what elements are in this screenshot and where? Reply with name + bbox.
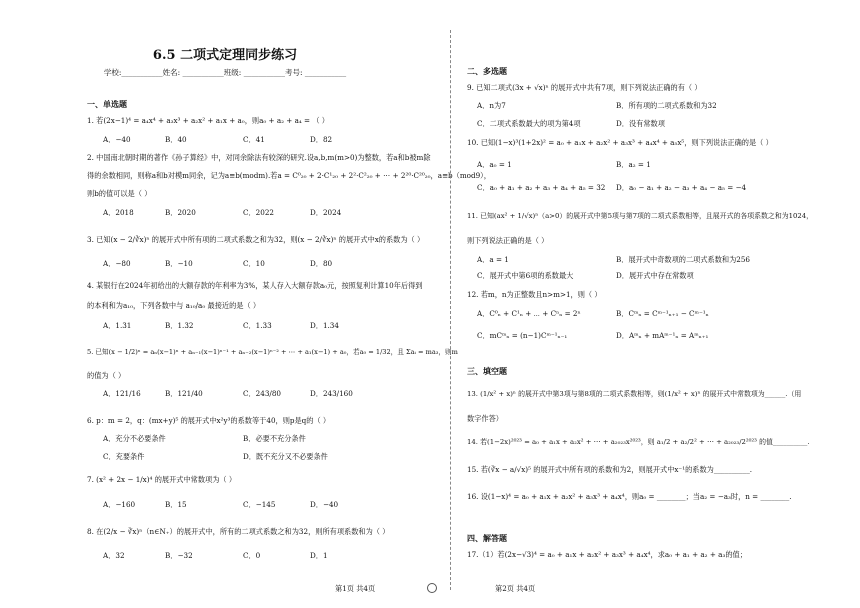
q8-option-c: C．0 [243,551,261,560]
q5-option-b: B．121/40 [165,389,203,398]
question-3: 3. 已知(x − 2/∛x)ⁿ 的展开式中所有项的二项式系数之和为32，则(x − 2/∛x)ⁿ 的展开式中x的系数为（ ） [87,235,425,244]
section-fill-blank: 三、填空题 [467,366,507,376]
question-10: 10. 已知(1−x)³(1+2x)² = a₀ + a₁x + a₂x² + a₃x³ + a₄x⁴ + a₅x⁵，则下列说法正确的是（ ） [467,138,773,147]
question-4-line-1: 4. 某银行在2024年初给出的大额存款的年利率为3%，某人存入大额存款a₀元，按照复利计算10年后得到 [87,281,423,290]
q9-option-b: B．所有项的二项式系数和为32 [616,101,717,110]
q5-option-a: A．121/16 [103,389,141,398]
student-info-line: 学校:___________姓名: ___________班级: ___________考号: ___________ [103,68,347,77]
q12-option-c: C．mCᵐₙ = (n−1)Cᵐ⁻¹ₙ₋₁ [477,331,568,340]
section-solution: 四、解答题 [467,533,507,543]
q12-option-a: A．C⁰ₙ + C¹ₙ + ⋯ + Cⁿₙ = 2ⁿ [477,309,581,318]
q7-option-b: B．15 [165,500,187,509]
page-footer-left: 第1页 共4页 [335,584,376,593]
q2-option-b: B．2020 [165,208,196,217]
q1-option-c: C．41 [243,135,265,144]
q4-option-b: B．1.32 [165,321,194,330]
q8-option-a: A．32 [103,551,125,560]
q1-option-b: B．40 [165,135,187,144]
q3-option-a: A．−80 [103,259,131,268]
center-mark-icon [427,583,437,593]
q7-option-d: D．−40 [310,500,339,509]
q10-option-c: C．a₀ + a₁ + a₂ + a₃ + a₄ + a₅ = 32 [477,183,606,192]
question-2-line-3: 则b的值可以是（ ） [87,189,152,198]
q10-option-b: B．a₂ = 1 [616,160,651,169]
question-5-line-2: 的值为（ ） [87,371,126,380]
q1-option-d: D．82 [310,135,333,144]
q4-option-a: A．1.31 [103,321,132,330]
question-6: 6. p：m = 2，q：(mx+y)⁵ 的展开式中x²y³的系数等于40，则p是q的（ ） [87,416,331,425]
q5-option-c: C．243/80 [243,389,281,398]
q6-option-a: A．充分不必要条件 [103,434,166,443]
q6-option-b: B．必要不充分条件 [243,434,306,443]
question-2-line-1: 2. 中国南北朝时期的著作《孙子算经》中，对同余除法有较深的研究.设a,b,m(m>0)为整数，若a和b被m除 [87,153,431,162]
q2-option-d: D．2024 [310,208,342,217]
question-9: 9. 已知二项式(3x + √x)ⁿ 的展开式中共有7项，则下列说法正确的有（ ） [467,83,702,92]
q4-option-d: D．1.34 [310,321,339,330]
page-footer-right: 第2页 共4页 [495,584,536,593]
q9-option-c: C．二项式系数最大的项为第4项 [477,119,581,128]
question-11-line-2: 则下列说法正确的是（ ） [467,236,549,245]
q7-option-a: A．−160 [103,500,136,509]
question-15: 15. 若(∛x − a/√x)⁵ 的展开式中所有项的系数和为2，则展开式中x⁻¹的系数为__________. [467,465,753,474]
section-single-choice: 一、单选题 [87,99,127,109]
question-1: 1. 若(2x−1)⁴ = a₄x⁴ + a₃x³ + a₂x² + a₁x + a₀，则a₀ + a₂ + a₄ = （ ） [87,116,329,125]
question-4-line-2: 的本利和为a₁₀，下列各数中与 a₁₀/a₀ 最接近的是（ ） [87,301,261,310]
question-17: 17.（1）若(2x−√3)⁴ = a₀ + a₁x + a₂x² + a₃x³ + a₄x⁴，求a₀ + a₁ + a₂ + a₃的值； [467,550,747,559]
q9-option-d: D．没有常数项 [616,119,665,128]
q6-option-d: D．既不充分又不必要条件 [243,452,328,461]
q8-option-b: B．−32 [165,551,193,560]
question-13-line-2: 数字作答） [467,414,503,423]
question-2-line-2: 得的余数相同，则称a和b对模m同余，记为a≡b(modm).若a = C⁰₂₀ + 2·C¹₂₀ + 2²·C²₂₀ + ⋯ + 2²⁰·C²⁰₂₀，a≡b（mod9）， [87,171,491,180]
q12-option-d: D．Aᵐₙ + mAᵐ⁻¹ₙ = Aᵐₙ₊₁ [616,331,709,340]
q1-option-a: A．−40 [103,135,131,144]
q9-option-a: A．n为7 [477,101,506,110]
question-5-line-1: 5. 已知(x − 1/2)ⁿ = aₙ(x−1)ⁿ + aₙ₋₁(x−1)ⁿ⁻¹ + aₙ₋₂(x−1)ⁿ⁻² + ⋯ + a₁(x−1) + a₀，若a₀ = 1/32，且 Σaᵢ = ma₃，则m [87,348,458,356]
q11-option-b: B．展开式中奇数项的二项式系数和为256 [616,255,751,264]
q7-option-c: C．−145 [243,500,276,509]
q5-option-d: D．243/160 [310,389,353,398]
q12-option-b: B．Cᵐₙ = Cᵐ⁻¹ₙ₊₁ − Cᵐ⁻¹ₙ [616,309,709,318]
q2-option-c: C．2022 [243,208,274,217]
section-multi-choice: 二、多选题 [467,66,507,76]
q10-option-d: D．a₀ − a₁ + a₂ − a₃ + a₄ − a₅ = −4 [616,183,747,192]
q6-option-c: C．充要条件 [103,452,145,461]
q11-option-d: D．展开式中存在常数项 [616,271,694,280]
page-title: 6.5 二项式定理同步练习 [152,48,298,63]
q10-option-a: A．a₀ = 1 [477,160,512,169]
q3-option-c: C．10 [243,259,265,268]
q11-option-a: A．a = 1 [477,255,509,264]
q2-option-a: A．2018 [103,208,134,217]
question-11-line-1: 11. 已知(ax² + 1/√x)ⁿ（a>0）的展开式中第5项与第7项的二项式系数相等，且展开式的各项系数之和为1024， [467,212,814,220]
question-14: 14. 若(1−2x)²⁰²³ = a₀ + a₁x + a₂x² + ⋯ + a₂₀₂₃x²⁰²³，则 a₁/2 + a₂/2² + ⋯ + a₂₀₂₃/2²⁰²³ 的值__________. [467,438,810,446]
question-8: 8. 在(2/x − ∛x)ⁿ（n∈N₊）的展开式中，所有的二项式系数之和为32，则所有项系数和为（ ） [87,527,390,536]
q8-option-d: D．1 [310,551,328,560]
right-page [450,0,860,608]
question-7: 7. (x² + 2x − 1/x)⁴ 的展开式中常数项为（ ） [87,475,237,484]
q4-option-c: C．1.33 [243,321,272,330]
q11-option-c: C．展开式中第6项的系数最大 [477,271,574,280]
q3-option-b: B．−10 [165,259,193,268]
question-16: 16. 设(1−x)⁴ = a₀ + a₁x + a₂x² + a₃x³ + a₄x⁴，则a₀ = ________；当a₂ = −a₃时，n = ________. [467,492,792,501]
q3-option-d: D．80 [310,259,333,268]
question-12: 12. 若m，n为正整数且n>m>1，则（ ） [467,290,602,299]
question-13-line-1: 13. (1/x² + x)ⁿ 的展开式中第3项与第8项的二项式系数相等，则(1/x² + x)ⁿ 的展开式中常数项为______.（用 [467,390,802,398]
